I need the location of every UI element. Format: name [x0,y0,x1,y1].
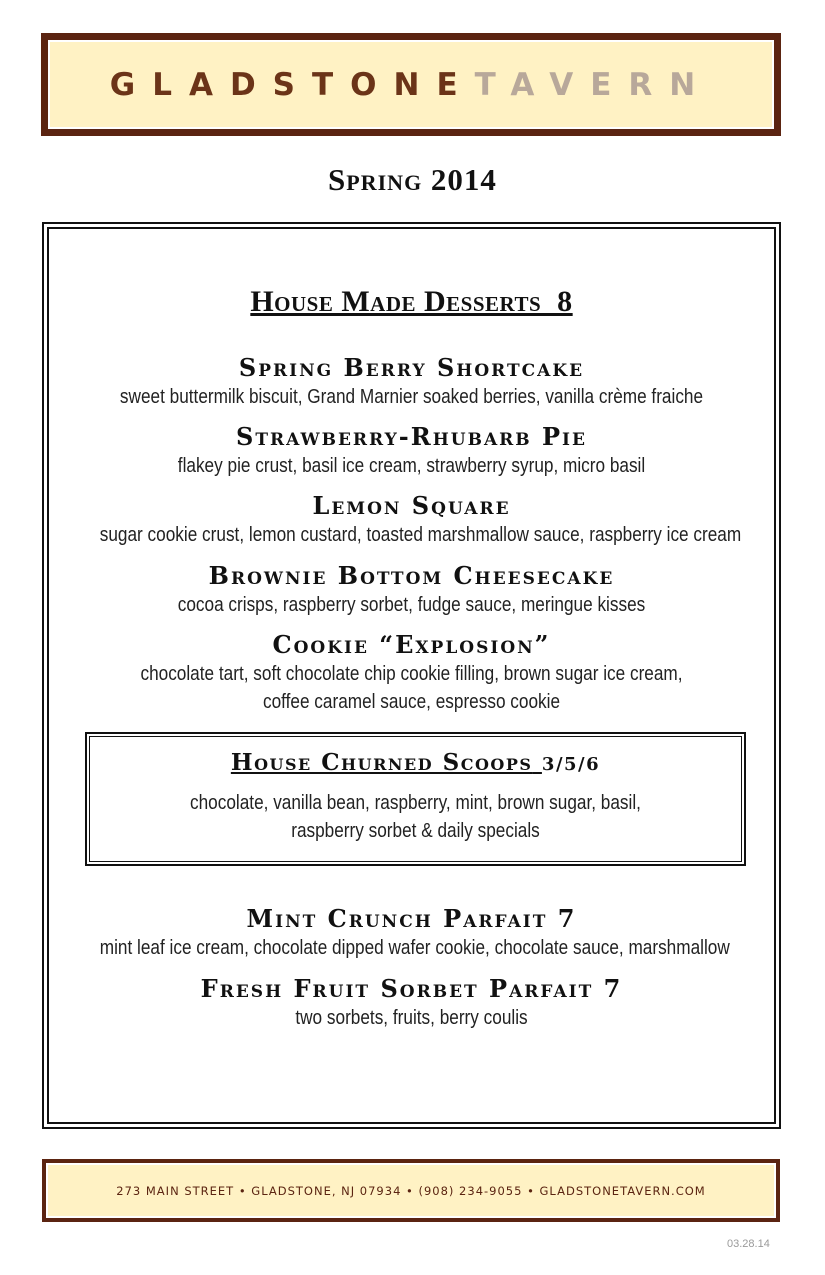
menu-frame-inner [47,227,776,1124]
logo-part-gladstone: GLADSTONE [109,66,475,103]
menu-item-description: sugar cookie crust, lemon custard, toasted marshmallow sauce, raspberry ice cream [99,524,742,546]
date-code: 03.28.14 [727,1238,770,1250]
scoops-description: chocolate, vanilla bean, raspberry, mint, brown sugar, basil, [190,792,641,814]
menu-item-name: Spring Berry Shortcake [238,353,585,382]
season-heading: Spring 2014 [328,162,497,197]
menu-item-description: coffee caramel sauce, espresso cookie [262,691,561,713]
scoops-title-text: House Churned Scoops [230,749,533,776]
menu-item-description: sweet buttermilk biscuit, Grand Marnier soaked berries, vanilla crème fraiche [119,386,704,408]
restaurant-logo [110,67,713,103]
scoops-price: 3/5/6 [541,754,601,775]
menu-item-description: chocolate tart, soft chocolate chip cookie filling, brown sugar ice cream, [140,663,683,685]
header-banner-inner [48,40,774,129]
scoops-title [90,749,741,776]
menu-item-description: cocoa crisps, raspberry sorbet, fudge sauce, meringue kisses [177,594,646,616]
menu-item-description: mint leaf ice cream, chocolate dipped wafer cookie, chocolate sauce, marshmallow [99,937,730,959]
menu-item-name: Cookie “Explosion” [272,630,551,659]
menu-item-name: Mint Crunch Parfait 7 [246,904,577,933]
menu-item [49,491,774,549]
footer-banner [42,1159,780,1222]
menu-item-name: Brownie Bottom Cheesecake [208,561,615,590]
menu-item-description: flakey pie crust, basil ice cream, strawberry syrup, micro basil [177,455,646,477]
menu-item [49,904,774,962]
scoops-box [85,732,746,866]
menu-item [49,974,774,1032]
desserts-section-title: House Made Desserts 8 [250,285,573,318]
menu-item [49,353,774,411]
menu-item [49,561,774,619]
menu-item [49,422,774,480]
footer-banner-inner [46,1163,776,1218]
menu-item-name: Fresh Fruit Sorbet Parfait 7 [200,974,623,1003]
footer-address: 273 MAIN STREET • GLADSTONE, NJ 07934 • (908) 234-9055 • GLADSTONETAVERN.COM [116,1183,706,1198]
header-banner [41,33,781,136]
logo-part-tavern: TAVERN [474,66,713,103]
scoops-description: raspberry sorbet & daily specials [291,820,540,842]
menu-item [49,630,774,716]
menu-item-name: Strawberry-Rhubarb Pie [236,422,587,451]
menu-item-description: two sorbets, fruits, berry coulis [295,1007,528,1029]
scoops-box-inner [89,736,742,862]
menu-frame [42,222,781,1129]
menu-item-name: Lemon Square [312,491,511,520]
